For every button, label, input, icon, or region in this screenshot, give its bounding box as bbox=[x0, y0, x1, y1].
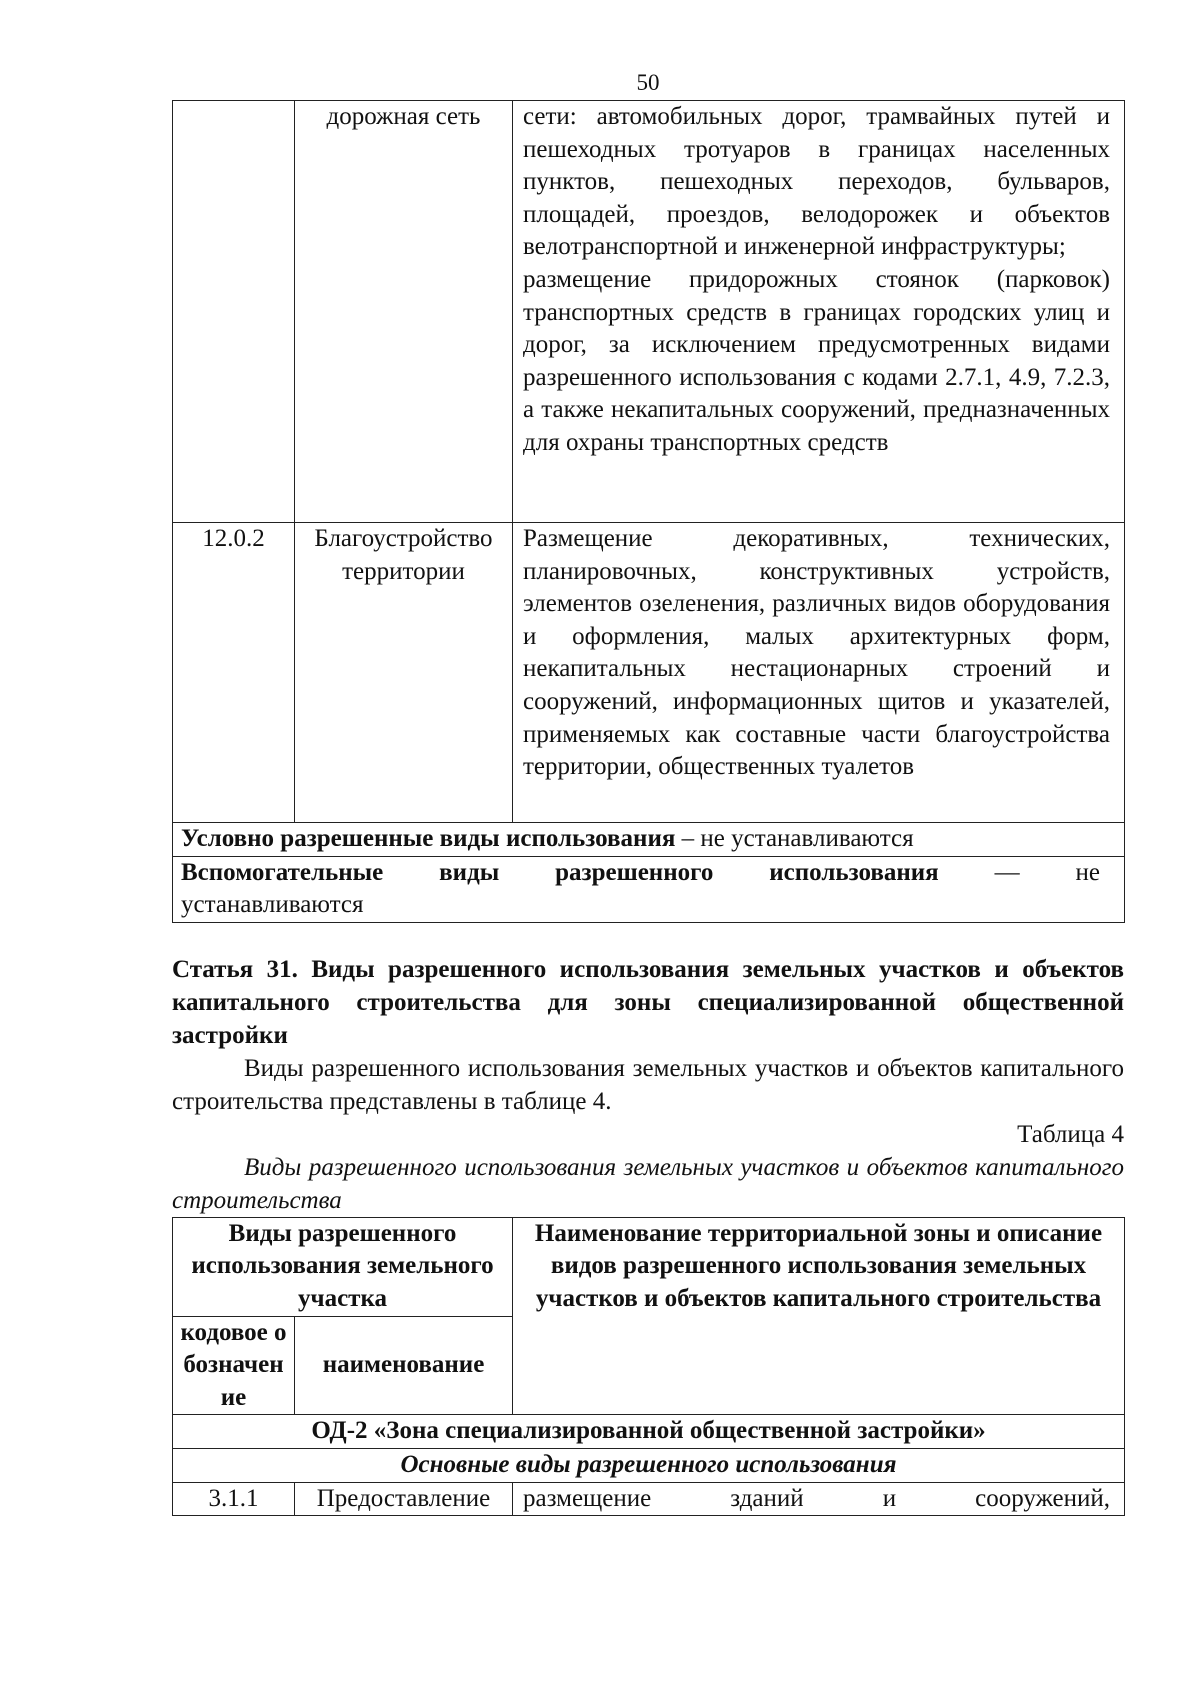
table-label: Таблица 4 bbox=[1017, 1120, 1124, 1148]
table-continuation bbox=[172, 100, 1125, 923]
header-group-text: Виды разрешенного использования земельного участка bbox=[191, 1219, 494, 1312]
table-4 bbox=[172, 1217, 1125, 1516]
header-name-cell bbox=[295, 1316, 513, 1415]
conditional-uses-label: Условно разрешенные виды использования bbox=[181, 825, 676, 852]
table-header-row bbox=[173, 1217, 1125, 1316]
description-paragraph: Размещение декоративных, технических, планировочных, конструктивных устройств, элементов озеленения, различных видов оборудования и оформления, малых архитектурных форм, некапитальных нестационарных строений и сооружений, информационных щитов и указателей, применяемых как составные части благоустройства территории, общественных туалетов bbox=[523, 525, 1110, 781]
auxiliary-uses-label: Вспомогательные виды разрешенного использования bbox=[181, 858, 939, 886]
header-description-text: Наименование территориальной зоны и описание видов разрешенного использования земельных участков и объектов капитального строительства bbox=[534, 1219, 1103, 1312]
table-row bbox=[173, 1482, 1125, 1516]
article-paragraph: Виды разрешенного использования земельных участков и объектов капитального строительства представлены в таблице 4. bbox=[172, 1054, 1124, 1115]
description-cell bbox=[513, 101, 1125, 523]
table-row bbox=[173, 856, 1125, 922]
description-cell: размещение зданий и сооружений, bbox=[513, 1482, 1125, 1516]
name-cell: дорожная сеть bbox=[295, 101, 513, 523]
header-group-cell bbox=[173, 1217, 513, 1316]
header-code-text: кодовое обозначение bbox=[180, 1318, 287, 1411]
name-cell: Предоставление bbox=[295, 1482, 513, 1516]
description-cell bbox=[513, 523, 1125, 823]
code-cell: 12.0.2 bbox=[173, 523, 295, 823]
table-caption: Виды разрешенного использования земельных участков и объектов капитального строительства bbox=[172, 1153, 1124, 1214]
table-row bbox=[173, 1448, 1125, 1482]
conditional-uses-row bbox=[173, 823, 1125, 857]
table-row bbox=[173, 101, 1125, 523]
header-code-cell bbox=[173, 1316, 295, 1415]
basic-types-cell: Основные виды разрешенного использования bbox=[173, 1448, 1125, 1482]
code-cell bbox=[173, 101, 295, 523]
description-paragraph: сети: автомобильных дорог, трамвайных путей и пешеходных тротуаров в границах населенных пунктов, пешеходных переходов, бульваров, площадей, проездов, велодорожек и объектов велотранспортной и инженерной инфраструктуры; bbox=[523, 103, 1110, 261]
header-description-cell bbox=[513, 1217, 1125, 1415]
zone-title-cell: ОД-2 «Зона специализированной общественной застройки» bbox=[173, 1415, 1125, 1449]
table-row bbox=[173, 523, 1125, 823]
conditional-uses-value: – не устанавливаются bbox=[675, 825, 914, 852]
description-paragraph: размещение придорожных стоянок (парковок) транспортных средств в границах городских улиц и дорог, за исключением предусмотренных видами разрешенного использования с кодами 2.7.1, 4.9, 7.2.3, а также некапитальных сооружений, предназначенных для охраны транспортных средств bbox=[523, 265, 1110, 456]
auxiliary-uses-row bbox=[173, 856, 1125, 922]
name-cell: Благоустройство территории bbox=[295, 523, 513, 823]
table-row bbox=[173, 823, 1125, 857]
page-number: 50 bbox=[636, 70, 660, 95]
auxiliary-uses-value: — не устанавливаются bbox=[181, 858, 1100, 919]
header-name-text: наименование bbox=[322, 1351, 485, 1379]
document-page bbox=[172, 70, 1124, 1516]
code-cell: 3.1.1 bbox=[173, 1482, 295, 1516]
table-row bbox=[173, 1415, 1125, 1449]
article-heading: Статья 31. Виды разрешенного использования земельных участков и объектов капитального строительства для зоны специализированной общественной застройки bbox=[172, 955, 1124, 1049]
